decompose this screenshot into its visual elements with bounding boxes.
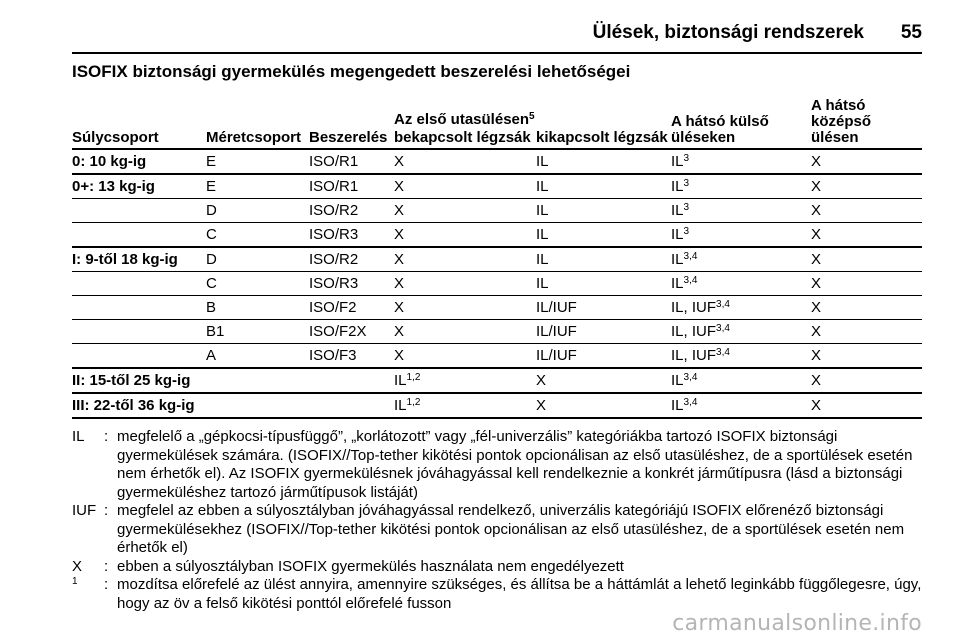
cell-fitting: ISO/F2 <box>309 296 394 320</box>
cell-fitting: ISO/R3 <box>309 223 394 248</box>
cell-size <box>206 368 309 393</box>
cell-size: C <box>206 272 309 296</box>
table-row <box>72 296 922 320</box>
note-key: IUF <box>72 502 97 519</box>
cell-weight <box>72 320 206 344</box>
note-item <box>72 576 927 613</box>
cell-rear-center: X <box>811 344 922 369</box>
col-size: Méretcsoport <box>206 98 309 149</box>
cell-airbag-on: X <box>394 296 536 320</box>
table-row <box>72 174 922 199</box>
col-airbag-off: kikapcsolt légzsák <box>536 129 668 146</box>
cell-weight <box>72 199 206 223</box>
cell-airbag-off: X <box>536 368 671 393</box>
cell-rear-outer: IL$^{3,4}$ <box>671 272 811 296</box>
note-text: megfelelő a „gépkocsi-típusfüggő”, „korlátozott” vagy „fél-univerzális” kategóriákba tartozó ISOFIX biztonsági gyermekülések számára. (ISOFIX//Top-tether kikötési pontok opcionálisan az első utasüléshez, de a sportülések esetén nem érhetők el). Az ISOFIX gyermekülésnek jóváhagyással kell rendelkeznie a konkrét járműtípusra (lásd a biztonsági gyermeküléshez tartozó járműtípusok listáját) <box>117 428 913 501</box>
cell-weight <box>72 344 206 369</box>
isofix-table <box>72 98 922 419</box>
table-row <box>72 149 922 174</box>
col-fitting: Beszerelés <box>309 98 394 149</box>
cell-airbag-off: IL/IUF <box>536 320 671 344</box>
cell-size: D <box>206 199 309 223</box>
cell-airbag-off: IL <box>536 223 671 248</box>
col-rear-center: A hátsó középső ülésen <box>811 98 922 149</box>
note-key: X <box>72 557 83 575</box>
cell-rear-outer: IL$^{3,4}$ <box>671 393 811 418</box>
cell-rear-center: X <box>811 149 922 174</box>
cell-airbag-on: X <box>394 223 536 248</box>
cell-rear-center: X <box>811 247 922 272</box>
cell-rear-center: X <box>811 272 922 296</box>
cell-rear-outer: $IL^3$ <box>671 174 811 199</box>
front-seat-label: Az első utasülésen$^5$ <box>394 111 535 128</box>
cell-rear-outer: IL$^{3,4}$ <box>671 368 811 393</box>
cell-size: D <box>206 247 309 272</box>
note-text: megfelel az ebben a súlyosztályban jóváhagyással rendelkező, univerzális kategóriájú ISOFIX előrenéző biztonsági gyermekülésekhez (ISOFIX//Top-tether kikötési pontok opcionálisan az első utasüléshez, de a sportülések esetén nem érhetők el) <box>117 502 905 556</box>
cell-rear-outer: IL, IUF$^{3,4}$ <box>671 296 811 320</box>
cell-airbag-off: IL/IUF <box>536 296 671 320</box>
cell-fitting: ISO/R1 <box>309 149 394 174</box>
cell-airbag-off: IL <box>536 247 671 272</box>
cell-fitting <box>309 393 394 418</box>
cell-fitting: ISO/R2 <box>309 199 394 223</box>
cell-fitting <box>309 368 394 393</box>
cell-rear-outer: $IL^3$ <box>671 149 811 174</box>
cell-airbag-on: X <box>394 272 536 296</box>
cell-weight <box>72 223 206 248</box>
note-key: 1 <box>72 576 78 587</box>
cell-rear-outer: $IL^3$ <box>671 199 811 223</box>
cell-airbag-off: IL <box>536 149 671 174</box>
note-colon: : <box>104 576 109 593</box>
cell-fitting: ISO/F3 <box>309 344 394 369</box>
col-airbag-on: bekapcsolt légzsák <box>394 129 531 146</box>
cell-weight <box>72 272 206 296</box>
header-divider <box>72 52 922 54</box>
table-row <box>72 199 922 223</box>
cell-weight: 0: 10 kg-ig <box>72 149 206 174</box>
col-front-group <box>394 98 671 149</box>
cell-size <box>206 393 309 418</box>
cell-size: A <box>206 344 309 369</box>
note-item <box>72 558 927 577</box>
legend-notes <box>72 428 927 613</box>
table-row <box>72 368 922 393</box>
cell-airbag-on: IL$^{1,2}$ <box>394 393 536 418</box>
table-header-row <box>72 98 922 149</box>
note-colon: : <box>104 428 109 445</box>
cell-weight: II: 15-től 25 kg-ig <box>72 368 206 393</box>
table-row <box>72 247 922 272</box>
cell-fitting: ISO/R3 <box>309 272 394 296</box>
page-title: ISOFIX biztonsági gyermekülés megengedett beszerelési lehetőségei <box>72 62 631 81</box>
cell-airbag-off: IL <box>536 174 671 199</box>
cell-size: E <box>206 174 309 199</box>
note-colon: : <box>104 502 109 519</box>
note-colon: : <box>104 557 109 575</box>
cell-fitting: ISO/F2X <box>309 320 394 344</box>
table-row <box>72 272 922 296</box>
cell-rear-center: X <box>811 320 922 344</box>
cell-weight: 0+: 13 kg-ig <box>72 174 206 199</box>
cell-rear-outer: IL$^{3,4}$ <box>671 247 811 272</box>
col-weight: Súlycsoport <box>72 98 206 149</box>
table-row <box>72 393 922 418</box>
cell-rear-center: X <box>811 368 922 393</box>
cell-rear-outer: IL, IUF$^{3,4}$ <box>671 344 811 369</box>
cell-rear-center: X <box>811 223 922 248</box>
note-item <box>72 502 927 558</box>
section-title: Ülések, biztonsági rendszerek <box>592 22 864 43</box>
cell-rear-outer: IL, IUF$^{3,4}$ <box>671 320 811 344</box>
table-row <box>72 223 922 248</box>
cell-airbag-on: X <box>394 149 536 174</box>
cell-size: B1 <box>206 320 309 344</box>
page-header <box>72 22 922 44</box>
page-number: 55 <box>900 22 922 43</box>
cell-airbag-on: IL$^{1,2}$ <box>394 368 536 393</box>
note-text: mozdítsa előrefelé az ülést annyira, amennyire szükséges, és állítsa be a háttámlát a lehető leginkább függőlegesre, úgy, hogy az öv a felső kikötési ponttól előrefelé fusson <box>117 576 922 612</box>
note-item <box>72 428 927 502</box>
cell-rear-outer: $IL^3$ <box>671 223 811 248</box>
cell-airbag-off: IL/IUF <box>536 344 671 369</box>
table-row <box>72 320 922 344</box>
table-row <box>72 344 922 369</box>
cell-size: E <box>206 149 309 174</box>
cell-weight <box>72 296 206 320</box>
cell-weight: III: 22-től 36 kg-ig <box>72 393 206 418</box>
cell-airbag-on: X <box>394 199 536 223</box>
cell-fitting: ISO/R1 <box>309 174 394 199</box>
cell-airbag-off: IL <box>536 272 671 296</box>
cell-airbag-on: X <box>394 174 536 199</box>
cell-rear-center: X <box>811 296 922 320</box>
cell-size: C <box>206 223 309 248</box>
note-text: ebben a súlyosztályban ISOFIX gyermekülés használata nem engedélyezett <box>117 557 624 575</box>
cell-weight: I: 9-től 18 kg-ig <box>72 247 206 272</box>
cell-size: B <box>206 296 309 320</box>
cell-fitting: ISO/R2 <box>309 247 394 272</box>
watermark: carmanualsonline.info <box>672 611 922 636</box>
cell-airbag-off: IL <box>536 199 671 223</box>
cell-airbag-on: X <box>394 344 536 369</box>
cell-rear-center: X <box>811 393 922 418</box>
cell-rear-center: X <box>811 174 922 199</box>
cell-airbag-off: X <box>536 393 671 418</box>
note-key: IL <box>72 428 85 445</box>
col-rear-outer: A hátsó külső üléseken <box>671 98 811 149</box>
cell-airbag-on: X <box>394 247 536 272</box>
cell-airbag-on: X <box>394 320 536 344</box>
cell-rear-center: X <box>811 199 922 223</box>
